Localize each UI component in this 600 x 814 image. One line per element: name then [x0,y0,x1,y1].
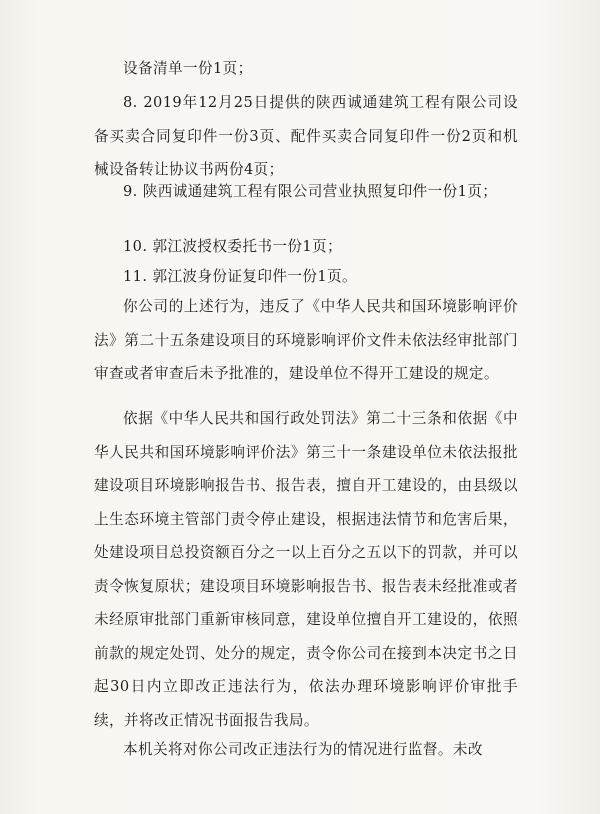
paragraph-legal-basis: 依据《中华人民共和国行政处罚法》第二十三条和依据《中华人民共和国环境影响评价法》第三十一条建设单位未依法报批建设项目环境影响报告书、报告表，擅自开工建设的，由县级以上生态环境主管部门责令停止建设，根据违法情节和危害后果，处建设项目总投资额百分之一以上百分之五以下的罚款，并可以责令恢复原状；建设项目环境影响报告书、报告表未经批准或者未经原审批部门重新审核同意，建设单位擅自开工建设的，依照前款的规定处罚、处分的规定，责令你公司在接到本决定书之日起30日内立即改正违法行为，依法办理环境影响评价审批手续，并将改正情况书面报告我局。 [94,410,518,729]
paragraph-violation: 你公司的上述行为，违反了《中华人民共和国环境影响评价法》第二十五条建设项目的环境影响评价文件未依法经审批部门审查或者审查后未予批准的，建设单位不得开工建设的规定。 [94,298,518,382]
paragraph-item-11: 11. 郭江波身份证复印件一份1页。 [123,268,358,285]
paragraph-item-9: 9. 陕西诚通建筑工程有限公司营业执照复印件一份1页； [123,183,498,200]
paragraph-supervision: 本机关将对你公司改正违法行为的情况进行监督。未改 [123,741,483,758]
paragraph-item-10: 10. 郭江波授权委托书一份1页； [123,238,343,255]
paragraph-equipment-list: 设备清单一份1页； [123,60,253,77]
paragraph-item-8: 8. 2019年12月25日提供的陕西诚通建筑工程有限公司设备买卖合同复印件一份3页、配件买卖合同复印件一份2页和机械设备转让协议书两份4页； [94,94,518,178]
